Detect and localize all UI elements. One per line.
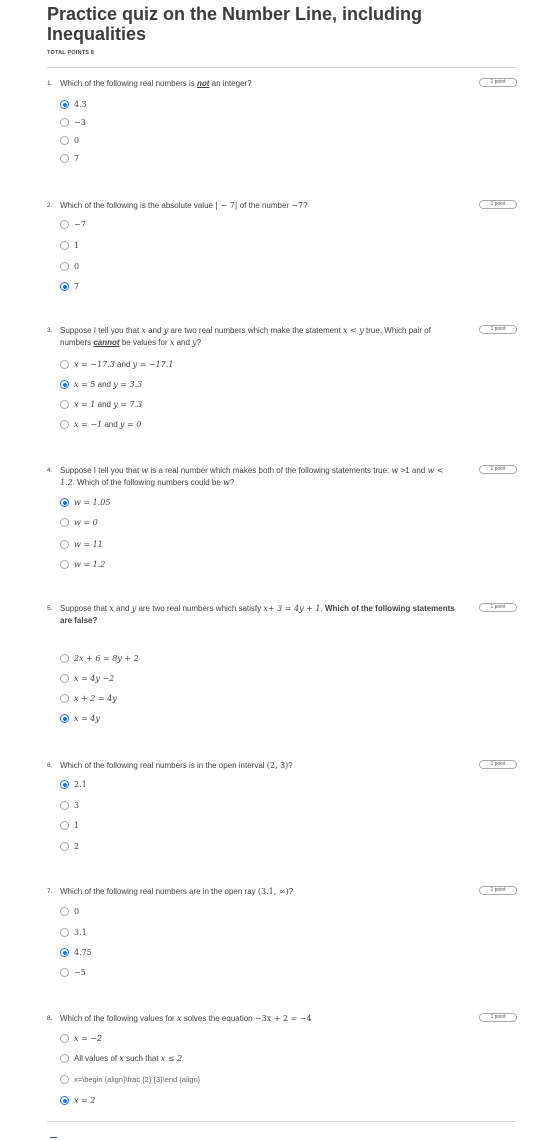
option-6-a[interactable] (60, 779, 440, 791)
footer-accent-mark (50, 1137, 57, 1138)
option-4-c[interactable] (60, 539, 440, 551)
option-4-b[interactable] (60, 517, 440, 529)
radio-button[interactable] (60, 400, 69, 409)
option-label: 2.1 (74, 780, 87, 789)
option-label: 0 (74, 907, 80, 916)
radio-button[interactable] (60, 282, 69, 291)
option-5-a[interactable] (60, 653, 440, 665)
question-text: Suppose I tell you that x and y are two real numbers which make the statement x < y true. Which pair of numbers cannot be values for x and y? (60, 326, 431, 347)
question-text: Which of the following real numbers are in the open ray (3.1, ∞)? (60, 887, 294, 896)
radio-button[interactable] (60, 694, 69, 703)
option-label: 4.75 (74, 948, 92, 957)
radio-button[interactable] (60, 380, 69, 389)
question-number: 4. (47, 467, 53, 474)
radio-button[interactable] (60, 948, 69, 957)
points-badge: 1 point (479, 78, 517, 87)
option-2-a[interactable] (60, 219, 440, 231)
option-1-b[interactable] (60, 117, 440, 129)
radio-button[interactable] (60, 842, 69, 851)
radio-button[interactable] (60, 654, 69, 663)
total-points: TOTAL POINTS 8 (47, 50, 95, 56)
option-label: x + 2 = 4y (74, 694, 117, 703)
option-label: w = 1.05 (74, 498, 111, 507)
option-label: x = 4y −2 (74, 674, 115, 683)
radio-button[interactable] (60, 1054, 69, 1063)
option-label: x = 2 (74, 1096, 96, 1105)
option-3-d[interactable] (60, 419, 440, 431)
option-label: −7 (74, 220, 86, 229)
option-3-c[interactable] (60, 399, 440, 411)
radio-button[interactable] (60, 968, 69, 977)
footer-divider (47, 1121, 516, 1122)
option-8-d[interactable] (60, 1095, 440, 1107)
option-5-b[interactable] (60, 673, 440, 685)
option-label: x = −1 and y = 0 (74, 420, 142, 429)
radio-button[interactable] (60, 907, 69, 916)
option-label: 2 (74, 842, 80, 851)
option-3-a[interactable] (60, 359, 440, 371)
option-label: 3.1 (74, 928, 87, 937)
option-label: 1 (74, 821, 80, 830)
option-label: 4.3 (74, 100, 87, 109)
radio-button[interactable] (60, 498, 69, 507)
option-6-d[interactable] (60, 841, 440, 853)
option-2-b[interactable] (60, 240, 440, 252)
option-3-b[interactable] (60, 379, 440, 391)
option-label: x = −2 (74, 1034, 103, 1043)
question-number: 1. (47, 80, 53, 87)
radio-button[interactable] (60, 560, 69, 569)
radio-button[interactable] (60, 801, 69, 810)
question-text: Suppose I tell you that w is a real number which makes both of the following statements true: w >1 and w < 1.2. Which of the following numbers could be w? (60, 466, 444, 487)
header-divider (47, 67, 516, 68)
points-badge: 1 point (479, 1013, 517, 1022)
radio-button[interactable] (60, 241, 69, 250)
option-8-a[interactable] (60, 1033, 440, 1045)
radio-button[interactable] (60, 360, 69, 369)
option-label: 7 (74, 282, 80, 291)
page-title: Practice quiz on the Number Line, including Inequalities (47, 4, 423, 44)
option-label: −3 (74, 118, 86, 127)
radio-button[interactable] (60, 1075, 69, 1084)
radio-button[interactable] (60, 154, 69, 163)
option-5-c[interactable] (60, 693, 440, 705)
option-label: −5 (74, 968, 86, 977)
option-1-c[interactable] (60, 135, 440, 147)
radio-button[interactable] (60, 136, 69, 145)
option-label: x = 4y (74, 714, 100, 723)
question-text: Which of the following real numbers is in the open interval (2, 3)? (60, 761, 293, 770)
option-4-a[interactable] (60, 497, 440, 509)
option-8-b[interactable] (60, 1053, 440, 1065)
question-text: Suppose that x and y are two real numbers which satisfy x+ 3 = 4y + 1. Which of the following statements are false? (60, 604, 455, 625)
radio-button[interactable] (60, 928, 69, 937)
radio-button[interactable] (60, 420, 69, 429)
question-number: 3. (47, 327, 53, 334)
option-label: 3 (74, 801, 80, 810)
radio-button[interactable] (60, 262, 69, 271)
option-1-a[interactable] (60, 99, 440, 111)
question-number: 8. (47, 1015, 53, 1022)
option-6-c[interactable] (60, 820, 440, 832)
points-badge: 1 point (479, 603, 517, 612)
option-6-b[interactable] (60, 800, 440, 812)
option-label: 7 (74, 154, 80, 163)
question-text: Which of the following real numbers is not an integer? (60, 79, 252, 88)
option-label: x = −17.3 and y = −17.1 (74, 360, 174, 369)
points-badge: 1 point (479, 325, 517, 334)
radio-button[interactable] (60, 780, 69, 789)
radio-button[interactable] (60, 674, 69, 683)
points-badge: 1 point (479, 760, 517, 769)
question-number: 5. (47, 605, 53, 612)
radio-button[interactable] (60, 518, 69, 527)
option-label: All values of x such that x ≤ 2 (74, 1054, 183, 1063)
option-5-d[interactable] (60, 713, 440, 725)
option-1-d[interactable] (60, 153, 440, 165)
question-text: Which of the following is the absolute value | − 7| of the number −7? (60, 201, 308, 210)
option-7-a[interactable] (60, 906, 440, 918)
radio-button[interactable] (60, 1096, 69, 1105)
option-8-c[interactable] (60, 1074, 440, 1086)
question-text: Which of the following values for x solves the equation −3x + 2 = −4 (60, 1014, 312, 1023)
points-badge: 1 point (479, 200, 517, 209)
option-label: 0 (74, 262, 80, 271)
option-label: w = 11 (74, 540, 103, 549)
points-badge: 1 point (479, 465, 517, 474)
option-label: x = 5 and y = 3.3 (74, 380, 143, 389)
option-7-d[interactable] (60, 967, 440, 979)
question-number: 6. (47, 762, 53, 769)
option-label: 2x + 6 = 8y + 2 (74, 654, 139, 663)
question-number: 7. (47, 888, 53, 895)
radio-button[interactable] (60, 220, 69, 229)
option-7-c[interactable] (60, 947, 440, 959)
option-label: w = 1.2 (74, 560, 106, 569)
option-label: x=\begin {align}\frac {2} {3}\end {align} (74, 1075, 201, 1084)
radio-button[interactable] (60, 100, 69, 109)
option-label: x = 1 and y = 7.3 (74, 400, 143, 409)
radio-button[interactable] (60, 540, 69, 549)
points-badge: 1 point (479, 886, 517, 895)
option-2-c[interactable] (60, 261, 440, 273)
option-label: w = 0 (74, 518, 98, 527)
radio-button[interactable] (60, 714, 69, 723)
option-4-d[interactable] (60, 559, 440, 571)
option-label: 0 (74, 136, 80, 145)
option-2-d[interactable] (60, 281, 440, 293)
radio-button[interactable] (60, 821, 69, 830)
option-label: 1 (74, 241, 80, 250)
radio-button[interactable] (60, 118, 69, 127)
radio-button[interactable] (60, 1034, 69, 1043)
question-number: 2. (47, 202, 53, 209)
option-7-b[interactable] (60, 927, 440, 939)
